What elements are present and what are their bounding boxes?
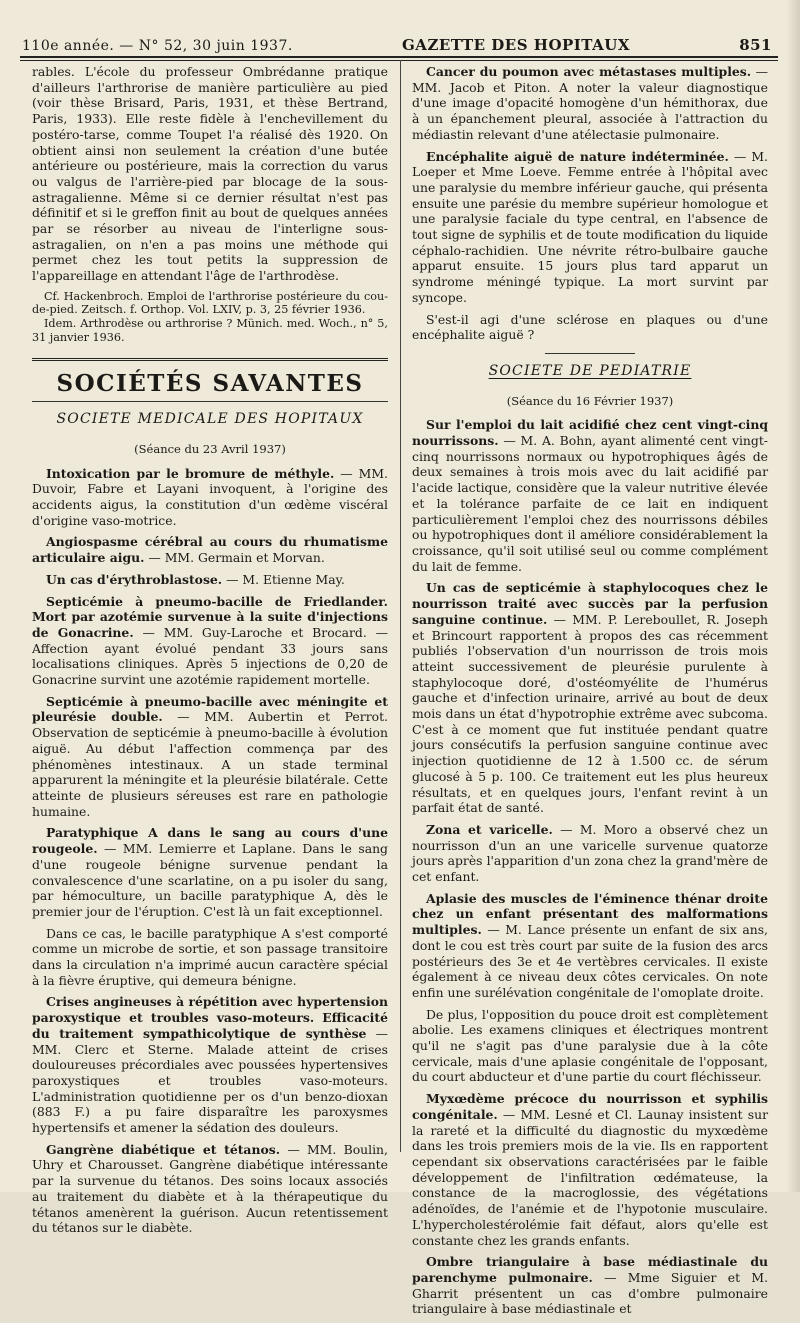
entry: Ombre triangulaire à base médiastinale du parenchyme pulmonaire. — Mme Siguier et M. Gharrit présentent un cas d'ombre pulmonaire triangulaire à base médiastinale et <box>412 1254 769 1317</box>
entry: Sur l'emploi du lait acidifié chez cent vingt-cinq nourrissons. — M. A. Bohn, ayant alimenté cent vingt-cinq nourrissons normaux ou hypotrophiques âgés de deux semaines à trois mois avec du lait acidifié par l'acide lactique, considère que la valeur nutritive élevée et la tolérance parfaite de ce lait en indiquent particulièrement l'emploi chez des nourrissons débiles ou hypotrophiques dont il améliore considérablement la croissance, qu'il soit utilisé seul ou comme complément du lait de femme. <box>412 417 768 574</box>
entry: Angiospasme cérébral au cours du rhumatisme articulaire aigu. — MM. Germain et Morvan. <box>32 534 388 566</box>
left-column <box>32 64 388 1242</box>
header-rule <box>20 56 778 61</box>
entry: Myxœdème précoce du nourrisson et syphilis congénitale. — MM. Lesné et Cl. Launay insistent sur la rareté et la difficulté du diagnostic du myxœdème dans les trois premiers mois de la vie. Ils en rapportent cependant six observations caractérisées par le faible développement de l'infiltration œdémateuse, la constance de la macroglossie, des végétations adénoïdes, de l'anémie et de l'hypotonie musculaire. L'hypercholestérolémie fait défaut, alors qu'elle est constante chez les grands enfants. <box>412 1091 768 1248</box>
page-header <box>22 26 772 54</box>
entry-continuation: S'est-il agi d'une sclérose en plaques ou d'une encéphalite aiguë ? <box>412 311 768 343</box>
entry: Un cas d'érythroblastose. — M. Etienne May. <box>46 571 345 587</box>
entry: Gangrène diabétique et tétanos. — MM. Boulin, Uhry et Charousset. Gangrène diabétique intéressante par la survenue du tétanos. Des soins locaux associés au traitement du diabète et à la thérapeutique du tétanos amenèrent la guérison. Aucun retentissement du tétanos sur le diabète. <box>32 1141 388 1236</box>
section-title: SOCIÉTÉS SAVANTES <box>56 370 364 398</box>
reference: Cf. Hackenbroch. Emploi de l'arthrorise postérieure du cou-de-pied. Zeitsch. f. Orthop. Vol. LXIV, p. 3, 25 février 1936. <box>32 289 388 317</box>
society-title: SOCIETE DE PEDIATRIE <box>488 362 692 379</box>
section-rule <box>545 353 635 354</box>
entry: Encéphalite aiguë de nature indéterminée. — M. Loeper et Mme Loeve. Femme entrée à l'hôpital avec une paralysie du membre inférieur gauche, qui présenta ensuite une parésie du membre supérieur homologue et une paralysie faciale du type central, en l'absence de tout signe de syphilis et de toute modification du liquide céphalo-rachidien. Une névrite rétro-bulbaire gauche apparut ensuite. 15 jours plus tard apparut un syndrome méningé typique. La mort survint par syncope. <box>412 148 768 305</box>
entry: Septicémie à pneumo-bacille de Friedlander. Mort par azotémie survenue à la suite d'injections de Gonacrine. — MM. Guy-Laroche et Brocard. — Affection ayant évolué pendant 33 jours sans localisations cliniques. Après 5 injections de 0,20 de Gonacrine survint une azotémie rapidement mortelle. <box>32 593 388 688</box>
seance-date: (Séance du 23 Avril 1937) <box>134 441 286 456</box>
column-divider <box>400 60 401 1152</box>
entry: Crises angineuses à répétition avec hypertension paroxystique et troubles vaso-moteurs. Efficacité du traitement sympathicolytique de synthèse — MM. Clerc et Sterne. Malade atteint de crises douloureuses précordiales avec poussées hypertensives paroxystiques et troubles vaso-moteurs. L'administration quotidienne per os d'un benzo-dioxan (883 F.) a pu faire disparaître les paroxysmes hypertensifs et amener la sédation des douleurs. <box>32 994 388 1136</box>
entry: Zona et varicelle. — M. Moro a observé chez un nourrisson d'un an une varicelle survenue quatorze jours après l'apparition d'un zona chez la grand'mère de cet enfant. <box>412 821 768 885</box>
entry: Septicémie à pneumo-bacille avec méningite et pleurésie double. — MM. Aubertin et Perrot. Observation de septicémie à pneumo-bacille à évolution aiguë. Au début l'affection commença par des phénomènes intestinaux. A un stade terminal apparurent la méningite et la pleurésie bilatérale. Cette atteinte de plusieurs séreuses est rare en pathologie humaine. <box>32 693 388 819</box>
entry: Paratyphique A dans le sang au cours d'une rougeole. — MM. Lemierre et Laplane. Dans le sang d'une rougeole bénigne survenue pendant la convalescence d'une scarlatine, on a pu isoler du sang, par hémoculture, un bacille paratyphique A, dès le premier jour de l'éruption. C'est là un fait exceptionnel. <box>32 825 388 919</box>
entry: Aplasie des muscles de l'éminence thénar droite chez un enfant présentant des malformations multiples. — M. Lance présente un enfant de six ans, dont le cou est très court par suite de la fusion des arcs postérieurs des 3e et 4e vertèbres cervicales. Il existe également à ce niveau deux côtes cervicales. On note enfin une surélévation congénitale de l'omoplate droite. <box>412 890 768 1000</box>
entry: Un cas de septicémie à staphylocoques chez le nourrisson traité avec succès par la perfusion sanguine continue. — MM. P. Lereboullet, R. Joseph et Brincourt rapportent à propos des cas récemment publiés l'observation d'un nourrisson de trois mois atteint successivement de pleurésie purulente à staphylocoque doré, d'ostéomyélite de l'humérus gauche et d'infection urinaire, arrivé au bout de deux mois dans un état d'hypotrophie extrême avec subcoma. C'est à ce moment que fut instituée pendant quatre jours consécutifs la perfusion sanguine continue avec injection quotidienne de 12 à 1.500 cc. de sérum glucosé à 5 p. 100. Ce traitement eut les plus heureux résultats, et en quelques jours, l'enfant revint à un parfait état de santé. <box>412 580 768 816</box>
issue-line: 110e année. — N° 52, 30 juin 1937. <box>22 38 293 54</box>
section-rule <box>32 358 388 361</box>
page-crease-shadow <box>786 0 800 1192</box>
section-rule <box>32 401 388 402</box>
reference: Idem. Arthrodèse ou arthrorise ? Münich. med. Woch., n° 5, 31 janvier 1936. <box>32 317 388 344</box>
journal-title: GAZETTE DES HOPITAUX <box>402 36 631 54</box>
entry: Cancer du poumon avec métastases multiples. — MM. Jacob et Piton. A noter la valeur diagnostique d'une image d'opacité homogène d'un hémithorax, due à un épanchement pleural, associée à l'attraction du médiastin relevant d'une atélectasie pulmonaire. <box>412 64 768 142</box>
right-column <box>412 64 768 1323</box>
page-number: 851 <box>739 36 772 54</box>
entry-continuation: De plus, l'opposition du pouce droit est complètement abolie. Les examens cliniques et électriques montrent qu'il ne s'agit pas d'une paralysie due à la côte cervicale, mais d'une aplasie congénitale de l'opposant, du court abducteur et d'une partie du court fléchisseur. <box>412 1006 768 1085</box>
entry-continuation: Dans ce cas, le bacille paratyphique A s'est comporté comme un microbe de sortie, et son passage transitoire dans la circulation n'a imprimé aucun caractère spécial à la fièvre éruptive, qui demeura bénigne. <box>32 925 388 988</box>
seance-date: (Séance du 16 Février 1937) <box>506 393 674 408</box>
intro-paragraph: rables. L'école du professeur Ombrédanne pratique d'ailleurs l'arthrorise de manière particulière au pied (voir thèse Brisard, Paris, 1931, et thèse Bertrand, Paris, 1933). Elle reste fidèle à l'enchevillement du postéro-tarse, comme Toupet l'a réalisé dès 1920. On obtient ainsi non seulement la création d'une butée antérieure ou postérieure, mais la correction du varus ou valgus de l'arrière-pied par blocage de la sous-astragalienne. Même si ce dernier résultat n'est pas définitif et si le greffon finit au bout de quelques années par se résorber au niveau de l'interligne sous-astragalien, on n'en a pas moins une méthode qui permet chez les tout petits la suppression de l'appareillage en attendant l'âge de l'arthrodèse. <box>32 64 388 284</box>
entry: Intoxication par le bromure de méthyle. — MM. Duvoir, Fabre et Layani invoquent, à l'origine des accidents aigus, la constitution d'un œdème viscéral d'origine vaso-motrice. <box>32 465 388 528</box>
society-title: SOCIETE MEDICALE DES HOPITAUX <box>56 411 364 428</box>
